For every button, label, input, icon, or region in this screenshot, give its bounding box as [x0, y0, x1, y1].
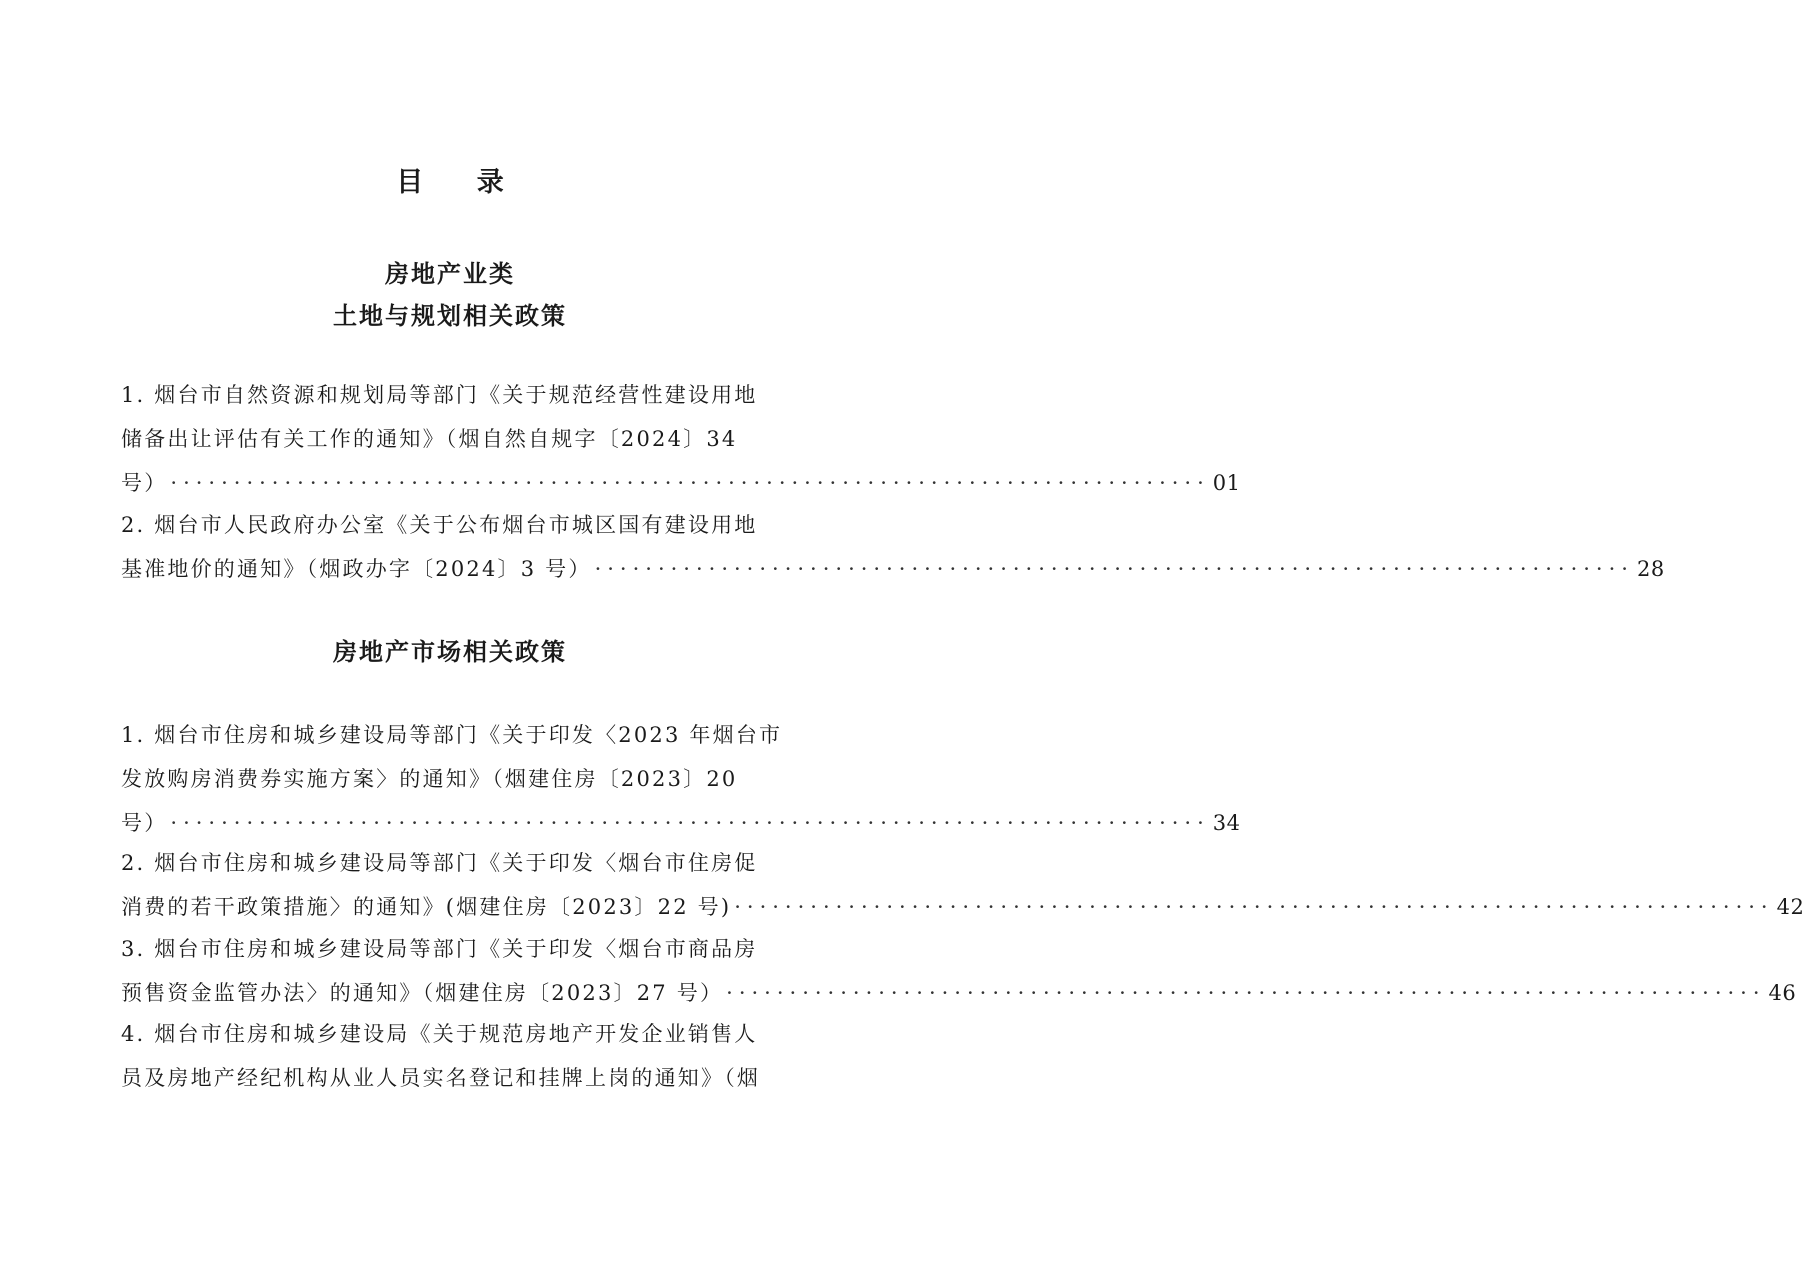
dot-leader: ·················································································· — [726, 981, 1766, 1005]
entry-line: 2. 烟台市人民政府办公室《关于公布烟台市城区国有建设用地 — [121, 513, 758, 537]
page-number: 42 — [1776, 895, 1804, 919]
entry-last-line — [121, 801, 1241, 845]
entry-line: 3. 烟台市住房和城乡建设局等部门《关于印发〈烟台市商品房 — [121, 937, 758, 961]
entry-last-line — [121, 885, 1804, 929]
entry-line: 4. 烟台市住房和城乡建设局《关于规范房地产开发企业销售人 — [121, 1022, 758, 1046]
page-number: 28 — [1636, 557, 1665, 581]
entry-line: 1. 烟台市住房和城乡建设局等部门《关于印发〈2023 年烟台市 — [121, 723, 783, 747]
entry-line: 员及房地产经纪机构从业人员实名登记和挂牌上岗的通知》（烟 — [121, 1066, 761, 1090]
dot-leader: ·················································································· — [170, 471, 1210, 495]
page-number: 34 — [1212, 811, 1241, 835]
entry-line: 消费的若干政策措施〉的通知》(烟建住房〔2023〕22 号) — [121, 895, 732, 919]
page-number: 46 — [1768, 981, 1797, 1005]
dot-leader: ·················································································· — [594, 557, 1634, 581]
category-heading: 房地产业类 — [385, 260, 515, 288]
toc-entry[interactable] — [121, 503, 1665, 591]
page-number: 01 — [1212, 471, 1241, 495]
entry-last-line — [121, 461, 1241, 505]
entry-line: 号） — [121, 471, 168, 495]
entry-last-line — [121, 547, 1665, 591]
section-heading-land-planning: 土地与规划相关政策 — [333, 302, 567, 330]
toc-entry[interactable] — [121, 373, 1241, 505]
section-heading-market: 房地产市场相关政策 — [333, 638, 567, 666]
dot-leader: ·················································································· — [734, 895, 1774, 919]
toc-entry[interactable] — [121, 927, 1797, 1015]
entry-line: 预售资金监管办法〉的通知》（烟建住房〔2023〕27 号） — [121, 981, 724, 1005]
entry-line: 基准地价的通知》（烟政办字〔2024〕3 号） — [121, 557, 592, 581]
entry-line: 号） — [121, 811, 168, 835]
toc-entry[interactable] — [121, 1012, 789, 1100]
toc-title: 目 录 — [396, 167, 526, 198]
entry-last-line — [121, 971, 1797, 1015]
entry-line: 2. 烟台市住房和城乡建设局等部门《关于印发〈烟台市住房促 — [121, 851, 758, 875]
toc-entry[interactable] — [121, 713, 1241, 845]
entry-line: 储备出让评估有关工作的通知》（烟自然自规字〔2024〕34 — [121, 427, 738, 451]
entry-line: 1. 烟台市自然资源和规划局等部门《关于规范经营性建设用地 — [121, 383, 758, 407]
dot-leader: ·················································································· — [170, 811, 1210, 835]
entry-line: 发放购房消费券实施方案〉的通知》（烟建住房〔2023〕20 — [121, 767, 738, 791]
toc-entry[interactable] — [121, 841, 1804, 929]
